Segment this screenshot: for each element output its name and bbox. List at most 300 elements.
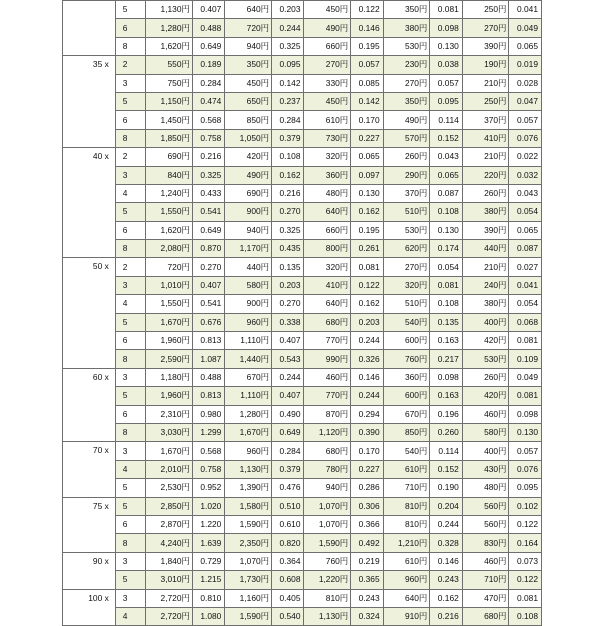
thickness-cell: 2 <box>115 258 145 276</box>
thickness-cell: 8 <box>115 534 145 552</box>
price-cell: 660円 <box>304 221 351 239</box>
weight-cell: 0.366 <box>351 515 383 533</box>
price-cell: 730円 <box>304 129 351 147</box>
price-cell: 610円 <box>383 552 430 570</box>
weight-cell: 0.492 <box>351 534 383 552</box>
thickness-cell: 3 <box>115 276 145 294</box>
price-cell: 2,720円 <box>146 607 193 625</box>
table-row <box>63 111 542 129</box>
price-cell: 640円 <box>304 203 351 221</box>
thickness-cell: 2 <box>115 148 145 166</box>
price-cell: 2,010円 <box>146 460 193 478</box>
price-cell: 1,280円 <box>146 19 193 37</box>
weight-cell: 0.488 <box>192 19 224 37</box>
price-cell: 2,310円 <box>146 405 193 423</box>
price-cell: 1,670円 <box>146 313 193 331</box>
price-cell: 850円 <box>225 111 272 129</box>
price-cell: 1,120円 <box>304 423 351 441</box>
price-cell: 210円 <box>462 258 509 276</box>
weight-cell: 0.122 <box>351 276 383 294</box>
weight-cell: 0.870 <box>192 240 224 258</box>
price-cell: 640円 <box>225 1 272 19</box>
weight-cell: 0.540 <box>272 607 304 625</box>
weight-cell: 0.244 <box>351 332 383 350</box>
price-cell: 580円 <box>462 423 509 441</box>
weight-cell: 0.610 <box>272 515 304 533</box>
table-row <box>63 442 542 460</box>
weight-cell: 0.541 <box>192 295 224 313</box>
price-cell: 1,550円 <box>146 203 193 221</box>
weight-cell: 0.608 <box>272 571 304 589</box>
table-row <box>63 74 542 92</box>
weight-cell: 0.758 <box>192 129 224 147</box>
weight-cell: 0.543 <box>272 350 304 368</box>
price-cell: 660円 <box>304 37 351 55</box>
weight-cell: 0.284 <box>272 111 304 129</box>
weight-cell: 0.649 <box>272 423 304 441</box>
weight-cell: 0.049 <box>509 368 542 386</box>
price-cell: 1,850円 <box>146 129 193 147</box>
weight-cell: 0.174 <box>430 240 462 258</box>
table-row <box>63 19 542 37</box>
weight-cell: 0.081 <box>509 589 542 607</box>
thickness-cell: 4 <box>115 295 145 313</box>
price-cell: 440円 <box>462 240 509 258</box>
price-cell: 1,170円 <box>225 240 272 258</box>
price-cell: 870円 <box>304 405 351 423</box>
thickness-cell: 5 <box>115 1 145 19</box>
price-cell: 440円 <box>225 258 272 276</box>
weight-cell: 0.433 <box>192 184 224 202</box>
weight-cell: 0.054 <box>430 258 462 276</box>
weight-cell: 0.980 <box>192 405 224 423</box>
thickness-cell: 5 <box>115 387 145 405</box>
price-cell: 290円 <box>383 166 430 184</box>
size-label <box>63 92 116 110</box>
weight-cell: 0.203 <box>272 276 304 294</box>
table-row <box>63 184 542 202</box>
weight-cell: 0.065 <box>509 37 542 55</box>
size-label: 50 x <box>63 258 116 276</box>
price-cell: 900円 <box>225 203 272 221</box>
weight-cell: 0.142 <box>272 74 304 92</box>
price-cell: 690円 <box>225 184 272 202</box>
price-cell: 1,280円 <box>225 405 272 423</box>
price-cell: 570円 <box>383 129 430 147</box>
weight-cell: 0.170 <box>351 111 383 129</box>
weight-cell: 0.041 <box>509 1 542 19</box>
weight-cell: 0.284 <box>192 74 224 92</box>
table-row <box>63 571 542 589</box>
price-cell: 610円 <box>304 111 351 129</box>
weight-cell: 0.813 <box>192 387 224 405</box>
price-cell: 760円 <box>304 552 351 570</box>
weight-cell: 1.220 <box>192 515 224 533</box>
price-cell: 720円 <box>225 19 272 37</box>
weight-cell: 0.097 <box>351 166 383 184</box>
weight-cell: 0.068 <box>509 313 542 331</box>
weight-cell: 0.130 <box>351 184 383 202</box>
weight-cell: 0.568 <box>192 442 224 460</box>
size-label: 40 x <box>63 148 116 166</box>
thickness-cell: 8 <box>115 129 145 147</box>
weight-cell: 0.676 <box>192 313 224 331</box>
weight-cell: 1.020 <box>192 497 224 515</box>
price-cell: 1,670円 <box>225 423 272 441</box>
price-weight-table <box>62 0 542 622</box>
weight-cell: 0.043 <box>509 184 542 202</box>
size-label <box>63 387 116 405</box>
size-label <box>63 295 116 313</box>
weight-cell: 0.073 <box>509 552 542 570</box>
thickness-cell: 5 <box>115 497 145 515</box>
table-row <box>63 203 542 221</box>
price-cell: 370円 <box>383 184 430 202</box>
price-cell: 1,960円 <box>146 332 193 350</box>
price-cell: 960円 <box>383 571 430 589</box>
table-row <box>63 129 542 147</box>
weight-cell: 0.270 <box>192 258 224 276</box>
weight-cell: 0.095 <box>272 56 304 74</box>
weight-cell: 0.057 <box>509 111 542 129</box>
thickness-cell: 4 <box>115 607 145 625</box>
price-cell: 1,960円 <box>146 387 193 405</box>
weight-cell: 0.108 <box>430 295 462 313</box>
weight-cell: 0.820 <box>272 534 304 552</box>
price-cell: 420円 <box>462 332 509 350</box>
weight-cell: 0.203 <box>351 313 383 331</box>
price-cell: 450円 <box>304 92 351 110</box>
price-cell: 680円 <box>304 313 351 331</box>
price-cell: 350円 <box>225 56 272 74</box>
price-cell: 770円 <box>304 387 351 405</box>
size-label <box>63 129 116 147</box>
price-cell: 1,070円 <box>225 552 272 570</box>
table-row <box>63 405 542 423</box>
price-cell: 320円 <box>304 148 351 166</box>
weight-cell: 0.284 <box>272 442 304 460</box>
size-label <box>63 203 116 221</box>
price-cell: 190円 <box>462 56 509 74</box>
weight-cell: 0.488 <box>192 368 224 386</box>
weight-cell: 0.095 <box>509 479 542 497</box>
table-row <box>63 589 542 607</box>
weight-cell: 0.364 <box>272 552 304 570</box>
weight-cell: 0.057 <box>351 56 383 74</box>
weight-cell: 0.270 <box>272 295 304 313</box>
price-cell: 210円 <box>462 148 509 166</box>
price-cell: 390円 <box>462 221 509 239</box>
weight-cell: 0.190 <box>430 479 462 497</box>
weight-cell: 0.098 <box>430 19 462 37</box>
price-cell: 900円 <box>225 295 272 313</box>
price-cell: 2,870円 <box>146 515 193 533</box>
weight-cell: 0.325 <box>192 166 224 184</box>
weight-cell: 0.326 <box>351 350 383 368</box>
price-cell: 1,590円 <box>304 534 351 552</box>
weight-cell: 0.065 <box>351 148 383 166</box>
thickness-cell: 4 <box>115 184 145 202</box>
weight-cell: 0.306 <box>351 497 383 515</box>
price-cell: 2,080円 <box>146 240 193 258</box>
table-row <box>63 350 542 368</box>
weight-cell: 0.081 <box>430 1 462 19</box>
size-label <box>63 479 116 497</box>
price-cell: 960円 <box>225 313 272 331</box>
weight-cell: 0.261 <box>351 240 383 258</box>
price-cell: 270円 <box>304 56 351 74</box>
weight-cell: 0.098 <box>509 405 542 423</box>
price-cell: 260円 <box>462 368 509 386</box>
price-cell: 670円 <box>225 368 272 386</box>
weight-cell: 0.122 <box>351 1 383 19</box>
price-cell: 1,110円 <box>225 332 272 350</box>
price-cell: 360円 <box>304 166 351 184</box>
thickness-cell: 3 <box>115 74 145 92</box>
price-cell: 550円 <box>146 56 193 74</box>
price-cell: 210円 <box>462 74 509 92</box>
size-label <box>63 166 116 184</box>
price-cell: 320円 <box>383 276 430 294</box>
price-cell: 460円 <box>462 552 509 570</box>
table-row <box>63 258 542 276</box>
price-cell: 1,240円 <box>146 184 193 202</box>
size-label <box>63 37 116 55</box>
price-cell: 710円 <box>383 479 430 497</box>
price-cell: 260円 <box>383 148 430 166</box>
size-label <box>63 221 116 239</box>
thickness-cell: 3 <box>115 442 145 460</box>
weight-cell: 0.027 <box>509 258 542 276</box>
weight-cell: 1.080 <box>192 607 224 625</box>
price-cell: 450円 <box>225 74 272 92</box>
weight-cell: 0.260 <box>430 423 462 441</box>
weight-cell: 0.407 <box>192 1 224 19</box>
price-cell: 1,130円 <box>304 607 351 625</box>
price-cell: 400円 <box>462 442 509 460</box>
weight-cell: 0.109 <box>509 350 542 368</box>
weight-cell: 0.203 <box>272 1 304 19</box>
price-cell: 410円 <box>304 276 351 294</box>
weight-cell: 0.098 <box>430 368 462 386</box>
size-label <box>63 240 116 258</box>
price-cell: 1,550円 <box>146 295 193 313</box>
size-label <box>63 571 116 589</box>
weight-cell: 0.087 <box>430 184 462 202</box>
price-cell: 460円 <box>304 368 351 386</box>
size-label <box>63 313 116 331</box>
price-cell: 250円 <box>462 1 509 19</box>
weight-cell: 0.189 <box>192 56 224 74</box>
weight-cell: 0.152 <box>430 460 462 478</box>
weight-cell: 0.081 <box>509 387 542 405</box>
price-cell: 490円 <box>304 19 351 37</box>
thickness-cell: 3 <box>115 589 145 607</box>
weight-cell: 0.244 <box>272 368 304 386</box>
weight-cell: 0.338 <box>272 313 304 331</box>
price-cell: 3,030円 <box>146 423 193 441</box>
weight-cell: 0.405 <box>272 589 304 607</box>
weight-cell: 0.146 <box>351 368 383 386</box>
weight-cell: 0.054 <box>509 295 542 313</box>
size-label <box>63 332 116 350</box>
thickness-cell: 8 <box>115 350 145 368</box>
weight-cell: 0.195 <box>351 37 383 55</box>
table-row <box>63 148 542 166</box>
price-cell: 910円 <box>383 607 430 625</box>
thickness-cell: 2 <box>115 56 145 74</box>
price-cell: 1,730円 <box>225 571 272 589</box>
weight-cell: 0.813 <box>192 332 224 350</box>
price-cell: 1,840円 <box>146 552 193 570</box>
thickness-cell: 6 <box>115 332 145 350</box>
weight-cell: 0.162 <box>272 166 304 184</box>
price-cell: 810円 <box>304 589 351 607</box>
thickness-cell: 3 <box>115 368 145 386</box>
price-cell: 560円 <box>462 497 509 515</box>
price-cell: 380円 <box>462 295 509 313</box>
table-row <box>63 166 542 184</box>
table-row <box>63 497 542 515</box>
weight-cell: 0.130 <box>430 37 462 55</box>
weight-cell: 0.243 <box>351 589 383 607</box>
price-cell: 940円 <box>304 479 351 497</box>
price-cell: 530円 <box>383 37 430 55</box>
thickness-cell: 4 <box>115 460 145 478</box>
price-cell: 2,530円 <box>146 479 193 497</box>
weight-cell: 0.196 <box>430 405 462 423</box>
thickness-cell: 6 <box>115 19 145 37</box>
price-cell: 1,130円 <box>146 1 193 19</box>
size-label <box>63 534 116 552</box>
size-label <box>63 19 116 37</box>
price-cell: 400円 <box>462 313 509 331</box>
thickness-cell: 6 <box>115 515 145 533</box>
weight-cell: 0.227 <box>351 460 383 478</box>
weight-cell: 0.325 <box>272 37 304 55</box>
price-cell: 510円 <box>383 203 430 221</box>
weight-cell: 0.325 <box>272 221 304 239</box>
price-cell: 1,070円 <box>304 497 351 515</box>
weight-cell: 0.114 <box>430 442 462 460</box>
price-cell: 430円 <box>462 460 509 478</box>
price-cell: 530円 <box>383 221 430 239</box>
weight-cell: 0.135 <box>430 313 462 331</box>
weight-cell: 0.087 <box>509 240 542 258</box>
table-row <box>63 460 542 478</box>
weight-cell: 0.170 <box>351 442 383 460</box>
price-cell: 240円 <box>462 276 509 294</box>
price-cell: 1,130円 <box>225 460 272 478</box>
price-cell: 1,180円 <box>146 368 193 386</box>
price-cell: 4,240円 <box>146 534 193 552</box>
price-cell: 1,580円 <box>225 497 272 515</box>
price-cell: 1,440円 <box>225 350 272 368</box>
price-cell: 940円 <box>225 37 272 55</box>
weight-cell: 0.216 <box>192 148 224 166</box>
weight-cell: 0.810 <box>192 589 224 607</box>
weight-cell: 0.102 <box>509 497 542 515</box>
price-cell: 460円 <box>462 405 509 423</box>
price-cell: 560円 <box>462 515 509 533</box>
price-cell: 1,150円 <box>146 92 193 110</box>
thickness-cell: 3 <box>115 166 145 184</box>
weight-cell: 0.216 <box>430 607 462 625</box>
price-cell: 800円 <box>304 240 351 258</box>
price-cell: 710円 <box>462 571 509 589</box>
price-cell: 270円 <box>383 74 430 92</box>
weight-cell: 0.054 <box>509 203 542 221</box>
weight-cell: 0.057 <box>509 442 542 460</box>
weight-cell: 0.379 <box>272 460 304 478</box>
size-label <box>63 184 116 202</box>
price-cell: 220円 <box>462 166 509 184</box>
thickness-cell: 5 <box>115 203 145 221</box>
weight-cell: 0.270 <box>272 203 304 221</box>
thickness-cell: 5 <box>115 92 145 110</box>
size-label <box>63 111 116 129</box>
weight-cell: 0.049 <box>509 19 542 37</box>
weight-cell: 0.379 <box>272 129 304 147</box>
price-cell: 350円 <box>383 92 430 110</box>
table-row <box>63 607 542 625</box>
price-cell: 680円 <box>462 607 509 625</box>
thickness-cell: 5 <box>115 571 145 589</box>
weight-cell: 0.758 <box>192 460 224 478</box>
weight-cell: 0.114 <box>430 111 462 129</box>
size-label <box>63 460 116 478</box>
table-row <box>63 313 542 331</box>
price-cell: 940円 <box>225 221 272 239</box>
table-row <box>63 37 542 55</box>
price-cell: 270円 <box>383 258 430 276</box>
weight-cell: 0.407 <box>272 332 304 350</box>
table-row <box>63 515 542 533</box>
weight-cell: 0.108 <box>430 203 462 221</box>
weight-cell: 0.217 <box>430 350 462 368</box>
table-row <box>63 56 542 74</box>
price-cell: 580円 <box>225 276 272 294</box>
table-row <box>63 295 542 313</box>
weight-cell: 0.146 <box>351 19 383 37</box>
price-cell: 1,210円 <box>383 534 430 552</box>
price-cell: 2,590円 <box>146 350 193 368</box>
weight-cell: 0.122 <box>509 515 542 533</box>
weight-cell: 0.328 <box>430 534 462 552</box>
price-cell: 420円 <box>225 148 272 166</box>
weight-cell: 0.227 <box>351 129 383 147</box>
weight-cell: 0.195 <box>351 221 383 239</box>
price-cell: 620円 <box>383 240 430 258</box>
price-cell: 470円 <box>462 589 509 607</box>
price-cell: 250円 <box>462 92 509 110</box>
table-row <box>63 534 542 552</box>
weight-cell: 0.085 <box>351 74 383 92</box>
size-label <box>63 405 116 423</box>
price-cell: 600円 <box>383 332 430 350</box>
weight-cell: 0.108 <box>272 148 304 166</box>
size-label: 70 x <box>63 442 116 460</box>
weight-cell: 0.510 <box>272 497 304 515</box>
thickness-cell: 3 <box>115 552 145 570</box>
price-cell: 480円 <box>462 479 509 497</box>
price-cell: 320円 <box>304 258 351 276</box>
size-label: 60 x <box>63 368 116 386</box>
weight-cell: 0.164 <box>509 534 542 552</box>
weight-cell: 0.729 <box>192 552 224 570</box>
weight-cell: 0.952 <box>192 479 224 497</box>
weight-cell: 0.541 <box>192 203 224 221</box>
